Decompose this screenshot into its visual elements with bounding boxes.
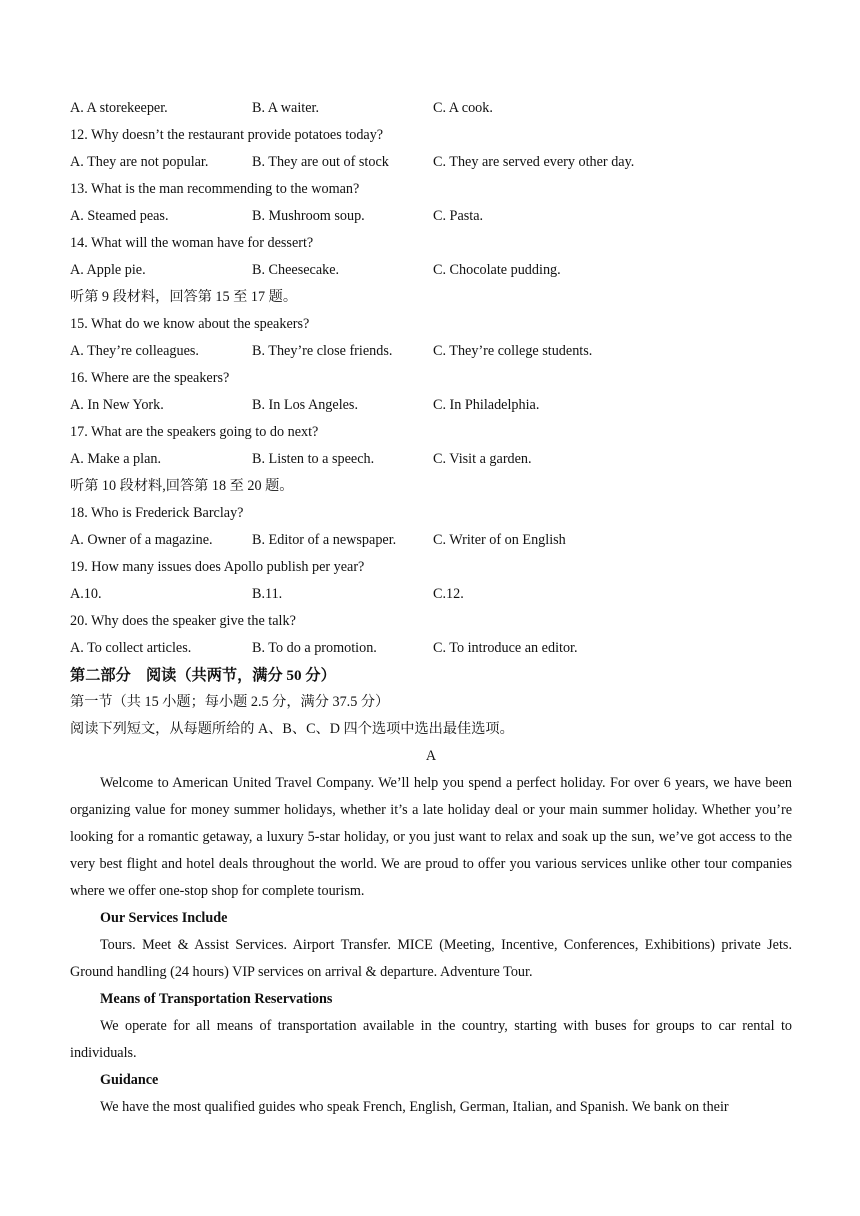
question-line: 17. What are the speakers going to do next?: [70, 424, 319, 440]
question-line: 听第 10 段材料,回答第 18 至 20 题。: [70, 478, 294, 494]
option-c: C. Chocolate pudding.: [433, 262, 561, 278]
option-c: C. Writer of on English: [433, 532, 566, 548]
question-line: 13. What is the man recommending to the woman?: [70, 181, 360, 197]
transport-text: We operate for all means of transportation available in the country, starting with buses for groups to car rental to individuals.: [70, 1018, 792, 1061]
question-line: 20. Why does the speaker give the talk?: [70, 613, 296, 629]
question-line: 14. What will the woman have for dessert?: [70, 235, 314, 251]
guidance-title: Guidance: [100, 1072, 159, 1088]
listening-section: [70, 95, 792, 662]
services-text: Tours. Meet & Assist Services. Airport Transfer. MICE (Meeting, Incentive, Conferences, Exhibitions) private Jets. Ground handling (24 hours) VIP services on arrival & departure. Adventure Tour.: [70, 937, 792, 980]
answer-options-row: [70, 95, 792, 122]
option-b: B. Editor of a newspaper.: [252, 532, 397, 548]
option-c: C. To introduce an editor.: [433, 640, 578, 656]
option-a: A. They are not popular.: [70, 154, 209, 170]
passage-intro: Welcome to American United Travel Company. We’ll help you spend a perfect holiday. For over 6 years, we have been organizing value for money summer holidays, whether it’s a late holiday deal or your main summer holiday. Whether you’re looking for a romantic getaway, a luxury 5-star holiday, or you just want to relax and soak up the sun, we’ve got access to the very best flight and hotel deals throughout the world. We are proud to offer you various services unlike other tour companies where we offer one-stop shop for complete tourism.: [70, 775, 792, 899]
option-b: B. They’re close friends.: [252, 343, 393, 359]
option-a: A. A storekeeper.: [70, 100, 168, 116]
answer-options-row: [70, 257, 792, 284]
option-b: B.11.: [252, 586, 283, 602]
answer-options-row: [70, 392, 792, 419]
question-line: 12. Why doesn’t the restaurant provide potatoes today?: [70, 127, 384, 143]
question-line: 18. Who is Frederick Barclay?: [70, 505, 244, 521]
option-b: B. They are out of stock: [252, 154, 389, 170]
answer-options-row: [70, 203, 792, 230]
option-a: A. They’re colleagues.: [70, 343, 199, 359]
document-page: [70, 95, 792, 1121]
answer-options-row: [70, 581, 792, 608]
option-c: C.12.: [433, 586, 464, 602]
option-c: C. Visit a garden.: [433, 451, 532, 467]
question-line: 15. What do we know about the speakers?: [70, 316, 310, 332]
question-line: 听第 9 段材料，回答第 15 至 17 题。: [70, 289, 298, 305]
option-c: C. They’re college students.: [433, 343, 593, 359]
option-b: B. Cheesecake.: [252, 262, 340, 278]
option-b: B. In Los Angeles.: [252, 397, 359, 413]
part-two-heading: 第二部分 阅读（共两节，满分 50 分）: [70, 667, 336, 684]
option-c: C. They are served every other day.: [433, 154, 635, 170]
option-c: C. In Philadelphia.: [433, 397, 540, 413]
option-c: C. A cook.: [433, 100, 493, 116]
passage-label: A: [425, 748, 437, 764]
option-a: A. Steamed peas.: [70, 208, 169, 224]
reading-instruction: 阅读下列短文，从每题所给的 A、B、C、D 四个选项中选出最佳选项。: [70, 721, 514, 737]
answer-options-row: [70, 527, 792, 554]
answer-options-row: [70, 635, 792, 662]
answer-options-row: [70, 149, 792, 176]
option-b: B. Listen to a speech.: [252, 451, 375, 467]
option-a: A. Make a plan.: [70, 451, 162, 467]
question-line: 16. Where are the speakers?: [70, 370, 230, 386]
answer-options-row: [70, 446, 792, 473]
services-title: Our Services Include: [100, 910, 228, 926]
guidance-text: We have the most qualified guides who speak French, English, German, Italian, and Spanish. We bank on their: [100, 1099, 729, 1115]
option-a: A. Owner of a magazine.: [70, 532, 213, 548]
option-a: A.10.: [70, 586, 102, 602]
transport-title: Means of Transportation Reservations: [100, 991, 333, 1007]
answer-options-row: [70, 338, 792, 365]
option-b: B. To do a promotion.: [252, 640, 377, 656]
option-a: A. To collect articles.: [70, 640, 192, 656]
section-one-info: 第一节（共 15 小题；每小题 2.5 分，满分 37.5 分）: [70, 694, 390, 710]
option-a: A. In New York.: [70, 397, 164, 413]
option-b: B. A waiter.: [252, 100, 319, 116]
option-c: C. Pasta.: [433, 208, 484, 224]
option-a: A. Apple pie.: [70, 262, 146, 278]
question-line: 19. How many issues does Apollo publish per year?: [70, 559, 365, 575]
option-b: B. Mushroom soup.: [252, 208, 365, 224]
